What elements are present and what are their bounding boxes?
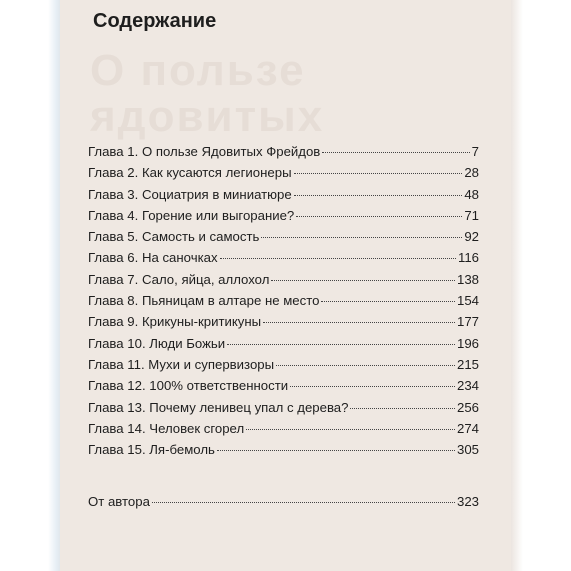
leader-dots — [271, 280, 455, 281]
toc-entry-label: Глава 15. Ля-бемоль — [88, 442, 215, 458]
toc-entry-9 — [88, 314, 479, 335]
toc-entry-page: 154 — [456, 293, 479, 309]
toc-entry-1 — [88, 144, 479, 165]
leader-dots — [227, 344, 455, 345]
toc-entry-page: 323 — [456, 494, 479, 510]
book-page — [60, 0, 511, 571]
toc-entry-page: 274 — [456, 420, 479, 436]
toc-entry-label: Глава 12. 100% ответственности — [88, 378, 289, 394]
toc-entry-page: 116 — [457, 250, 479, 266]
toc-entry-4 — [88, 208, 479, 229]
leader-dots — [350, 408, 455, 409]
toc-entry-page: 28 — [464, 165, 479, 181]
toc-entry-page: 177 — [456, 314, 479, 330]
toc-entry-3 — [88, 187, 479, 208]
toc-entry-15 — [88, 442, 479, 463]
toc-entry-afterword — [88, 494, 479, 515]
toc-entry-page: 215 — [456, 356, 479, 372]
leader-dots — [321, 301, 455, 302]
leader-dots — [217, 450, 455, 451]
toc-entry-14 — [88, 421, 479, 442]
leader-dots — [263, 322, 455, 323]
toc-entry-8 — [88, 293, 479, 314]
show-through-title: О пользе ядовитых — [90, 46, 325, 141]
section-gap — [88, 463, 479, 494]
leader-dots — [220, 258, 456, 259]
toc-entry-label: Глава 4. Горение или выгорание? — [88, 207, 295, 223]
toc-entry-label: Глава 11. Мухи и супервизоры — [88, 356, 275, 372]
leader-dots — [294, 195, 463, 196]
toc-entry-page: 305 — [456, 442, 479, 458]
toc-entry-label: От автора — [88, 494, 150, 510]
toc-entry-12 — [88, 378, 479, 399]
page-right-edge — [509, 0, 523, 571]
toc-entry-6 — [88, 250, 479, 271]
toc-entry-page: 234 — [456, 378, 479, 394]
page-title: Содержание — [93, 10, 217, 32]
leader-dots — [152, 502, 455, 503]
toc-entry-page: 71 — [464, 207, 479, 223]
toc-entry-label: Глава 6. На саночках — [88, 250, 218, 266]
toc-entry-label: Глава 8. Пьяницам в алтаре не место — [88, 293, 320, 309]
toc-entry-label: Глава 7. Сало, яйца, аллохол — [88, 271, 270, 287]
toc-entry-11 — [88, 357, 479, 378]
leader-dots — [322, 152, 469, 153]
toc-entry-5 — [88, 229, 479, 250]
leader-dots — [294, 173, 463, 174]
toc-entry-7 — [88, 272, 479, 293]
toc-entry-label: Глава 1. О пользе Ядовитых Фрейдов — [88, 144, 321, 159]
toc-entry-page: 138 — [456, 271, 479, 287]
table-of-contents — [88, 144, 479, 516]
leader-dots — [261, 237, 462, 238]
toc-entry-label: Глава 2. Как кусаются легионеры — [88, 165, 292, 181]
toc-entry-label: Глава 5. Самость и самость — [88, 229, 260, 245]
toc-entry-page: 48 — [464, 186, 479, 202]
leader-dots — [290, 386, 455, 387]
toc-entry-page: 196 — [456, 335, 479, 351]
toc-entry-page: 92 — [464, 229, 479, 245]
toc-entry-label: Глава 10. Люди Божьи — [88, 335, 226, 351]
toc-entry-13 — [88, 400, 479, 421]
toc-entry-10 — [88, 336, 479, 357]
leader-dots — [276, 365, 455, 366]
leader-dots — [246, 429, 455, 430]
toc-entry-label: Глава 3. Социатрия в миниатюре — [88, 186, 292, 202]
toc-entry-label: Глава 9. Крикуны-критикуны — [88, 314, 262, 330]
toc-entry-label: Глава 13. Почему ленивец упал с дерева? — [88, 399, 349, 415]
toc-entry-label: Глава 14. Человек сгорел — [88, 420, 245, 436]
toc-entry-page: 7 — [471, 144, 479, 159]
toc-entry-2 — [88, 165, 479, 186]
toc-entry-page: 256 — [456, 399, 479, 415]
leader-dots — [296, 216, 462, 217]
